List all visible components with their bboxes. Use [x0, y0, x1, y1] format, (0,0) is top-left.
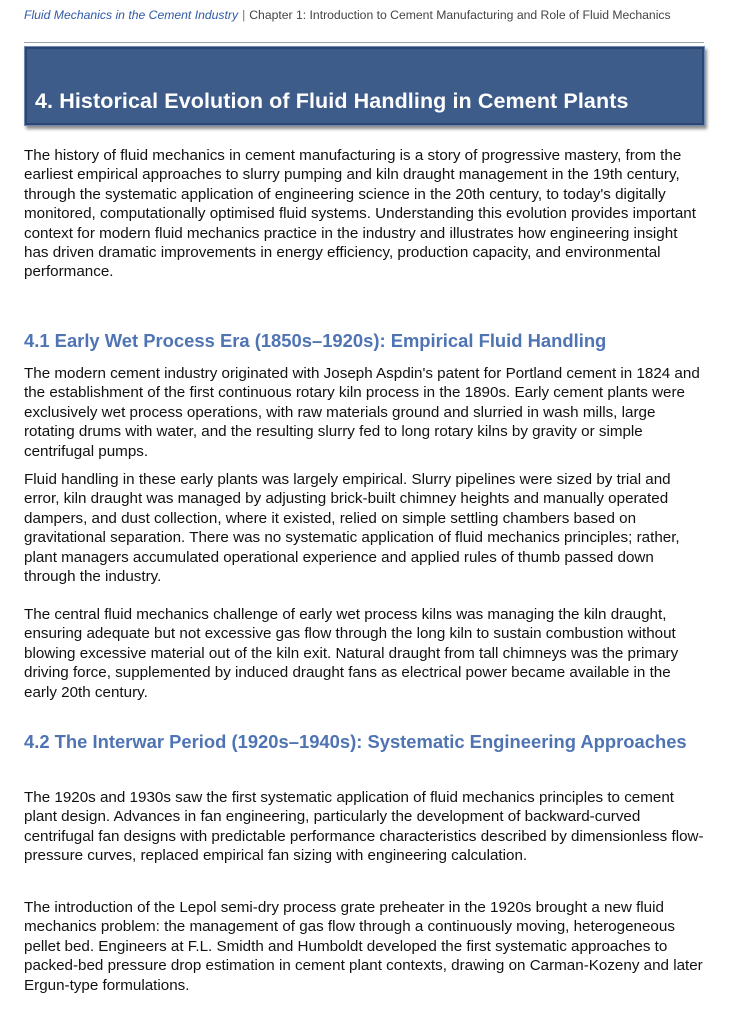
- subsection-heading-4-1: 4.1 Early Wet Process Era (1850s–1920s): Empirical Fluid Handling: [24, 330, 607, 351]
- running-header: [24, 8, 704, 23]
- paragraph-4-1-2: Fluid handling in these early plants was largely empirical. Slurry pipelines were sized by trial and error, kiln draught was managed by adjusting brick-built chimney heights and manually operated dampers, and dust collection, where it existed, relied on simple settling chambers based on gravitational separation. There was no systematic application of fluid mechanics principles; rather, plant managers accumulated operational experience and applied rules of thumb passed down through the industry.: [24, 471, 680, 586]
- chapter-title: Chapter 1: Introduction to Cement Manufacturing and Role of Fluid Mechanics: [249, 8, 671, 22]
- book-title: Fluid Mechanics in the Cement Industry: [24, 8, 239, 22]
- header-separator: |: [242, 8, 246, 22]
- header-rule: [24, 42, 704, 43]
- paragraph-4-1-1: The modern cement industry originated with Joseph Aspdin's patent for Portland cement in 1824 and the establishment of the first continuous rotary kiln process in the 1890s. Early cement plants were exclusively wet process operations, with raw materials ground and slurried in wash mills, large rotating drums with water, and the resulting slurry fed to long rotary kilns by gravity or simple centrifugal pumps.: [24, 365, 700, 460]
- intro-paragraph: The history of fluid mechanics in cement manufacturing is a story of progressive mastery, from the earliest empirical approaches to slurry pumping and kiln draught management in the 19th century, through the systematic application of engineering science in the 20th century, to today's digitally monitored, computationally optimised fluid systems. Understanding this evolution provides important context for modern fluid mechanics practice in the industry and illustrates how engineering insight has driven dramatic improvements in energy efficiency, production capacity, and environmental performance.: [24, 147, 696, 281]
- section-title: 4. Historical Evolution of Fluid Handling in Cement Plants: [35, 89, 629, 113]
- section-banner: [24, 46, 705, 126]
- paragraph-4-1-3: The central fluid mechanics challenge of early wet process kilns was managing the kiln draught, ensuring adequate but not excessive gas flow through the long kiln to sustain combustion without blowing excessive material out of the kiln exit. Natural draught from tall chimneys was the primary driving force, supplemented by induced draught fans as electrical power became available in the early 20th century.: [24, 606, 679, 701]
- paragraph-4-2-2: The introduction of the Lepol semi-dry process grate preheater in the 1920s brought a new fluid mechanics problem: the management of gas flow through a continuously moving, heterogeneous pellet bed. Engineers at F.L. Smidth and Humboldt developed the first systematic approaches to packed-bed pressure drop estimation in cement plant contexts, drawing on Carman-Kozeny and later Ergun-type formulations.: [24, 899, 703, 994]
- paragraph-4-2-1: The 1920s and 1930s saw the first systematic application of fluid mechanics principles to cement plant design. Advances in fan engineering, particularly the development of backward-curved centrifugal fan designs with predictable performance characteristics described by dimensionless flow-pressure curves, replaced empirical fan sizing with engineering calculation.: [24, 789, 704, 865]
- subsection-heading-4-2: 4.2 The Interwar Period (1920s–1940s): Systematic Engineering Approaches: [24, 731, 687, 752]
